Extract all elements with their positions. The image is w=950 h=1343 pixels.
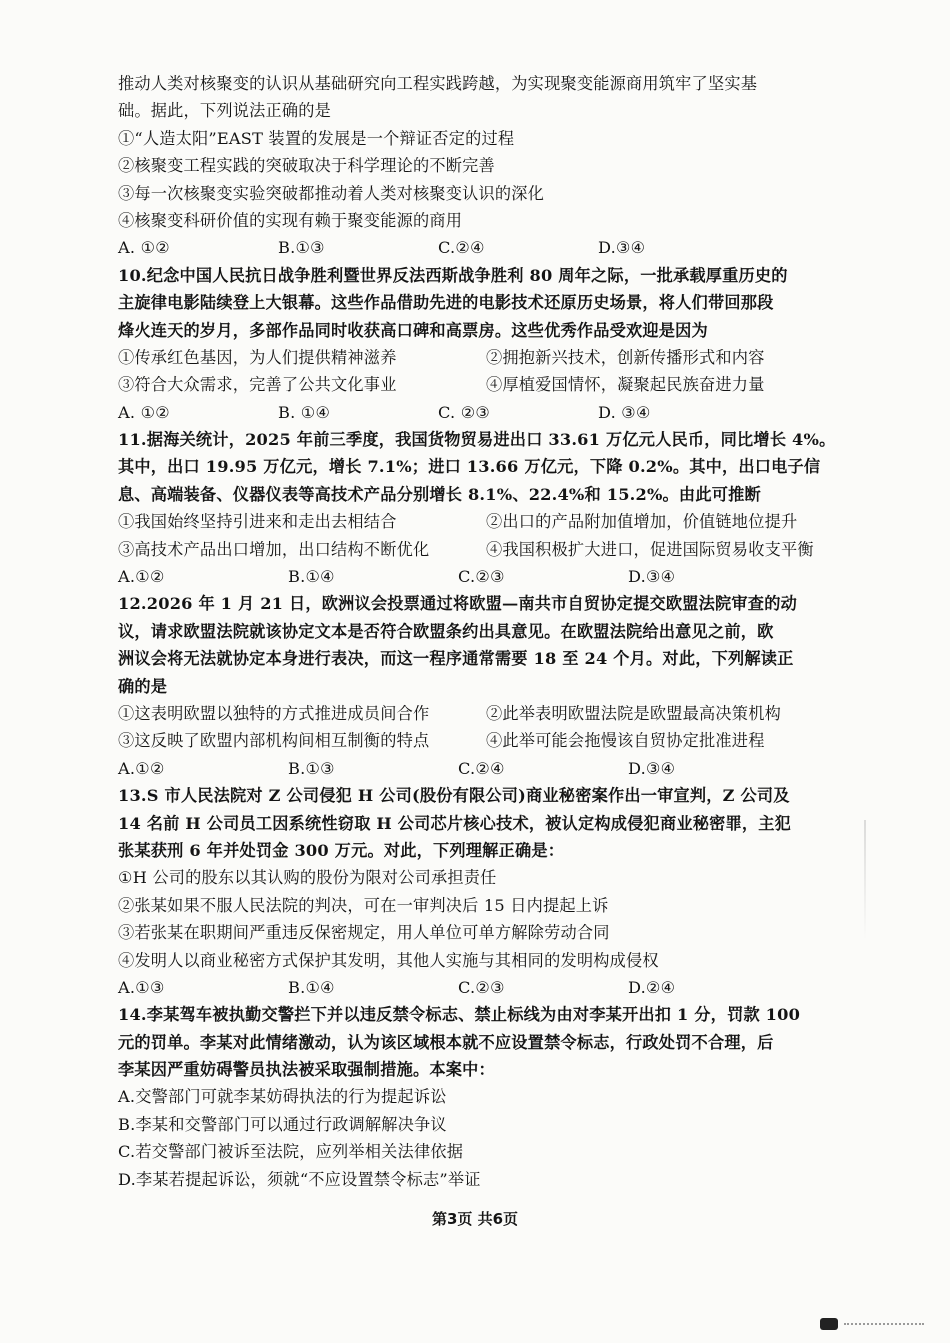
question-stem-line: 张某获刑 6 年并处罚金 300 万元。对此，下列理解正确是： [118, 840, 565, 860]
statement-row [118, 344, 858, 371]
option-b: B.①④ [288, 977, 335, 997]
option-b: B.李某和交警部门可以通过行政调解解决争议 [118, 1114, 447, 1134]
option-b: B. ①④ [278, 402, 331, 422]
scanner-logo-icon [820, 1318, 838, 1330]
option-b: B.①③ [288, 758, 335, 778]
question-stem-line: 主旋律电影陆续登上大银幕。这些作品借助先进的电影技术还原历史场景，将人们带回那段 [118, 293, 774, 313]
scanner-watermark [820, 1318, 930, 1330]
option-d: D.③④ [628, 567, 676, 587]
answer-options [118, 399, 858, 426]
question-13 [118, 782, 858, 1001]
option-b: B.①③ [278, 238, 325, 258]
question-stem-line: 议，请求欧盟法院就该协定文本是否符合欧盟条约出具意见。在欧盟法院给出意见之前，欧 [118, 621, 774, 641]
question-10 [118, 262, 858, 426]
question-stem-line: 确的是 [118, 676, 168, 696]
statement: ②此举表明欧盟法院是欧盟最高决策机构 [486, 703, 781, 723]
option-d: D.李某若提起诉讼，须就“不应设置禁令标志”举证 [118, 1169, 481, 1189]
question-stem-line: 烽火连天的岁月，多部作品同时收获高口碑和高票房。这些优秀作品受欢迎是因为 [118, 320, 708, 340]
statement: ④我国积极扩大进口，促进国际贸易收支平衡 [486, 539, 814, 559]
option-a: A.交警部门可就李某妨碍执法的行为提起诉讼 [118, 1087, 447, 1107]
option-c: C.②④ [438, 238, 485, 258]
statement: ①这表明欧盟以独特的方式推进成员间合作 [118, 703, 430, 723]
option-b: B.①④ [288, 567, 335, 587]
statement: ②拥抱新兴技术，创新传播形式和内容 [486, 347, 765, 367]
statement: ③这反映了欧盟内部机构间相互制衡的特点 [118, 731, 430, 751]
option-d: D.③④ [628, 758, 676, 778]
statement: ①“人造太阳”EAST 装置的发展是一个辩证否定的过程 [118, 128, 515, 148]
option-a: A.①② [118, 758, 165, 778]
option-d: D. ③④ [598, 402, 651, 422]
question-stem-line: 洲议会将无法就协定本身进行表决，而这一程序通常需要 18 至 24 个月。对此，下列解读正 [118, 649, 794, 669]
question-stem-line: 其中，出口 19.95 万亿元，增长 7.1%；进口 13.66 万亿元，下降 0.2%。其中，出口电子信 [118, 457, 821, 477]
question-11 [118, 426, 858, 590]
option-a: A.①② [118, 567, 165, 587]
option-c: C.②③ [458, 567, 505, 587]
question-12 [118, 590, 858, 782]
statement-row [118, 536, 858, 563]
statement: ④核聚变科研价值的实现有赖于聚变能源的商用 [118, 210, 463, 230]
page-number: 第3页 共6页 [431, 1210, 519, 1228]
option-a: A. ①② [118, 402, 171, 422]
question-stem-line: 14 名前 H 公司员工因系统性窃取 H 公司芯片核心技术，被认定构成侵犯商业秘密罪，主犯 [118, 813, 792, 833]
statement-row [118, 700, 858, 727]
statement: ③若张某在职期间严重违反保密规定，用人单位可单方解除劳动合同 [118, 923, 610, 943]
option-c: C.若交警部门被诉至法院，应列举相关法律依据 [118, 1142, 464, 1162]
answer-options [118, 234, 858, 261]
statement: ③符合大众需求，完善了公共文化事业 [118, 375, 397, 395]
statement: ②出口的产品附加值增加，价值链地位提升 [486, 512, 798, 532]
question-stem-line: 12.2026 年 1 月 21 日，欧洲议会投票通过将欧盟—南共市自贸协定提交欧盟法院审查的动 [118, 594, 797, 614]
statement: ④厚植爱国情怀，凝聚起民族奋进力量 [486, 375, 765, 395]
option-c: C. ②③ [438, 402, 491, 422]
scan-edge-shadow [864, 820, 866, 940]
exam-content [118, 70, 858, 1193]
question-stem-line: 础。据此，下列说法正确的是 [118, 101, 332, 121]
answer-options [118, 974, 858, 1001]
statement: ②张某如果不服人民法院的判决，可在一审判决后 15 日内提起上诉 [118, 895, 609, 915]
option-a: A. ①② [118, 238, 171, 258]
statement: ①我国始终坚持引进来和走出去相结合 [118, 512, 397, 532]
option-d: D.②④ [628, 977, 676, 997]
answer-options [118, 755, 858, 782]
option-a: A.①③ [118, 977, 165, 997]
scanner-dots [844, 1323, 924, 1327]
question-stem-line: 14.李某驾车被执勤交警拦下并以违反禁令标志、禁止标线为由对李某开出扣 1 分，罚款 100 [118, 1005, 801, 1025]
question-stem-line: 息、高端装备、仪器仪表等高技术产品分别增长 8.1%、22.4%和 15.2%。由此可推断 [118, 484, 761, 504]
option-c: C.②④ [458, 758, 505, 778]
question-stem-line: 11.据海关统计，2025 年前三季度，我国货物贸易进出口 33.61 万亿元人民币，同比增长 4%。 [118, 430, 836, 450]
option-c: C.②③ [458, 977, 505, 997]
question-stem-line: 元的罚单。李某对此情绪激动，认为该区域根本就不应设置禁令标志，行政处罚不合理，后 [118, 1032, 774, 1052]
question-9 [118, 70, 858, 262]
statement: ②核聚变工程实践的突破取决于科学理论的不断完善 [118, 156, 495, 176]
statement: ③高技术产品出口增加，出口结构不断优化 [118, 539, 430, 559]
question-stem-line: 推动人类对核聚变的认识从基础研究向工程实践跨越，为实现聚变能源商用筑牢了坚实基 [118, 74, 758, 93]
statement: ①H 公司的股东以其认购的股份为限对公司承担责任 [118, 868, 497, 888]
question-14 [118, 1001, 858, 1193]
answer-options [118, 563, 858, 590]
statement-row [118, 371, 858, 398]
statement-row [118, 727, 858, 754]
statement-row [118, 508, 858, 535]
option-d: D.③④ [598, 238, 646, 258]
question-stem-line: 13.S 市人民法院对 Z 公司侵犯 H 公司(股份有限公司)商业秘密案作出一审宣判，Z 公司及 [118, 786, 790, 806]
question-stem-line: 10.纪念中国人民抗日战争胜利暨世界反法西斯战争胜利 80 周年之际，一批承载厚重历史的 [118, 265, 788, 285]
question-stem-line: 李某因严重妨碍警员执法被采取强制措施。本案中： [118, 1060, 495, 1080]
statement: ④此举可能会拖慢该自贸协定批准进程 [486, 731, 765, 751]
statement: ④发明人以商业秘密方式保护其发明，其他人实施与其相同的发明构成侵权 [118, 950, 659, 970]
statement: ①传承红色基因，为人们提供精神滋养 [118, 347, 397, 367]
statement: ③每一次核聚变实验突破都推动着人类对核聚变认识的深化 [118, 183, 545, 203]
